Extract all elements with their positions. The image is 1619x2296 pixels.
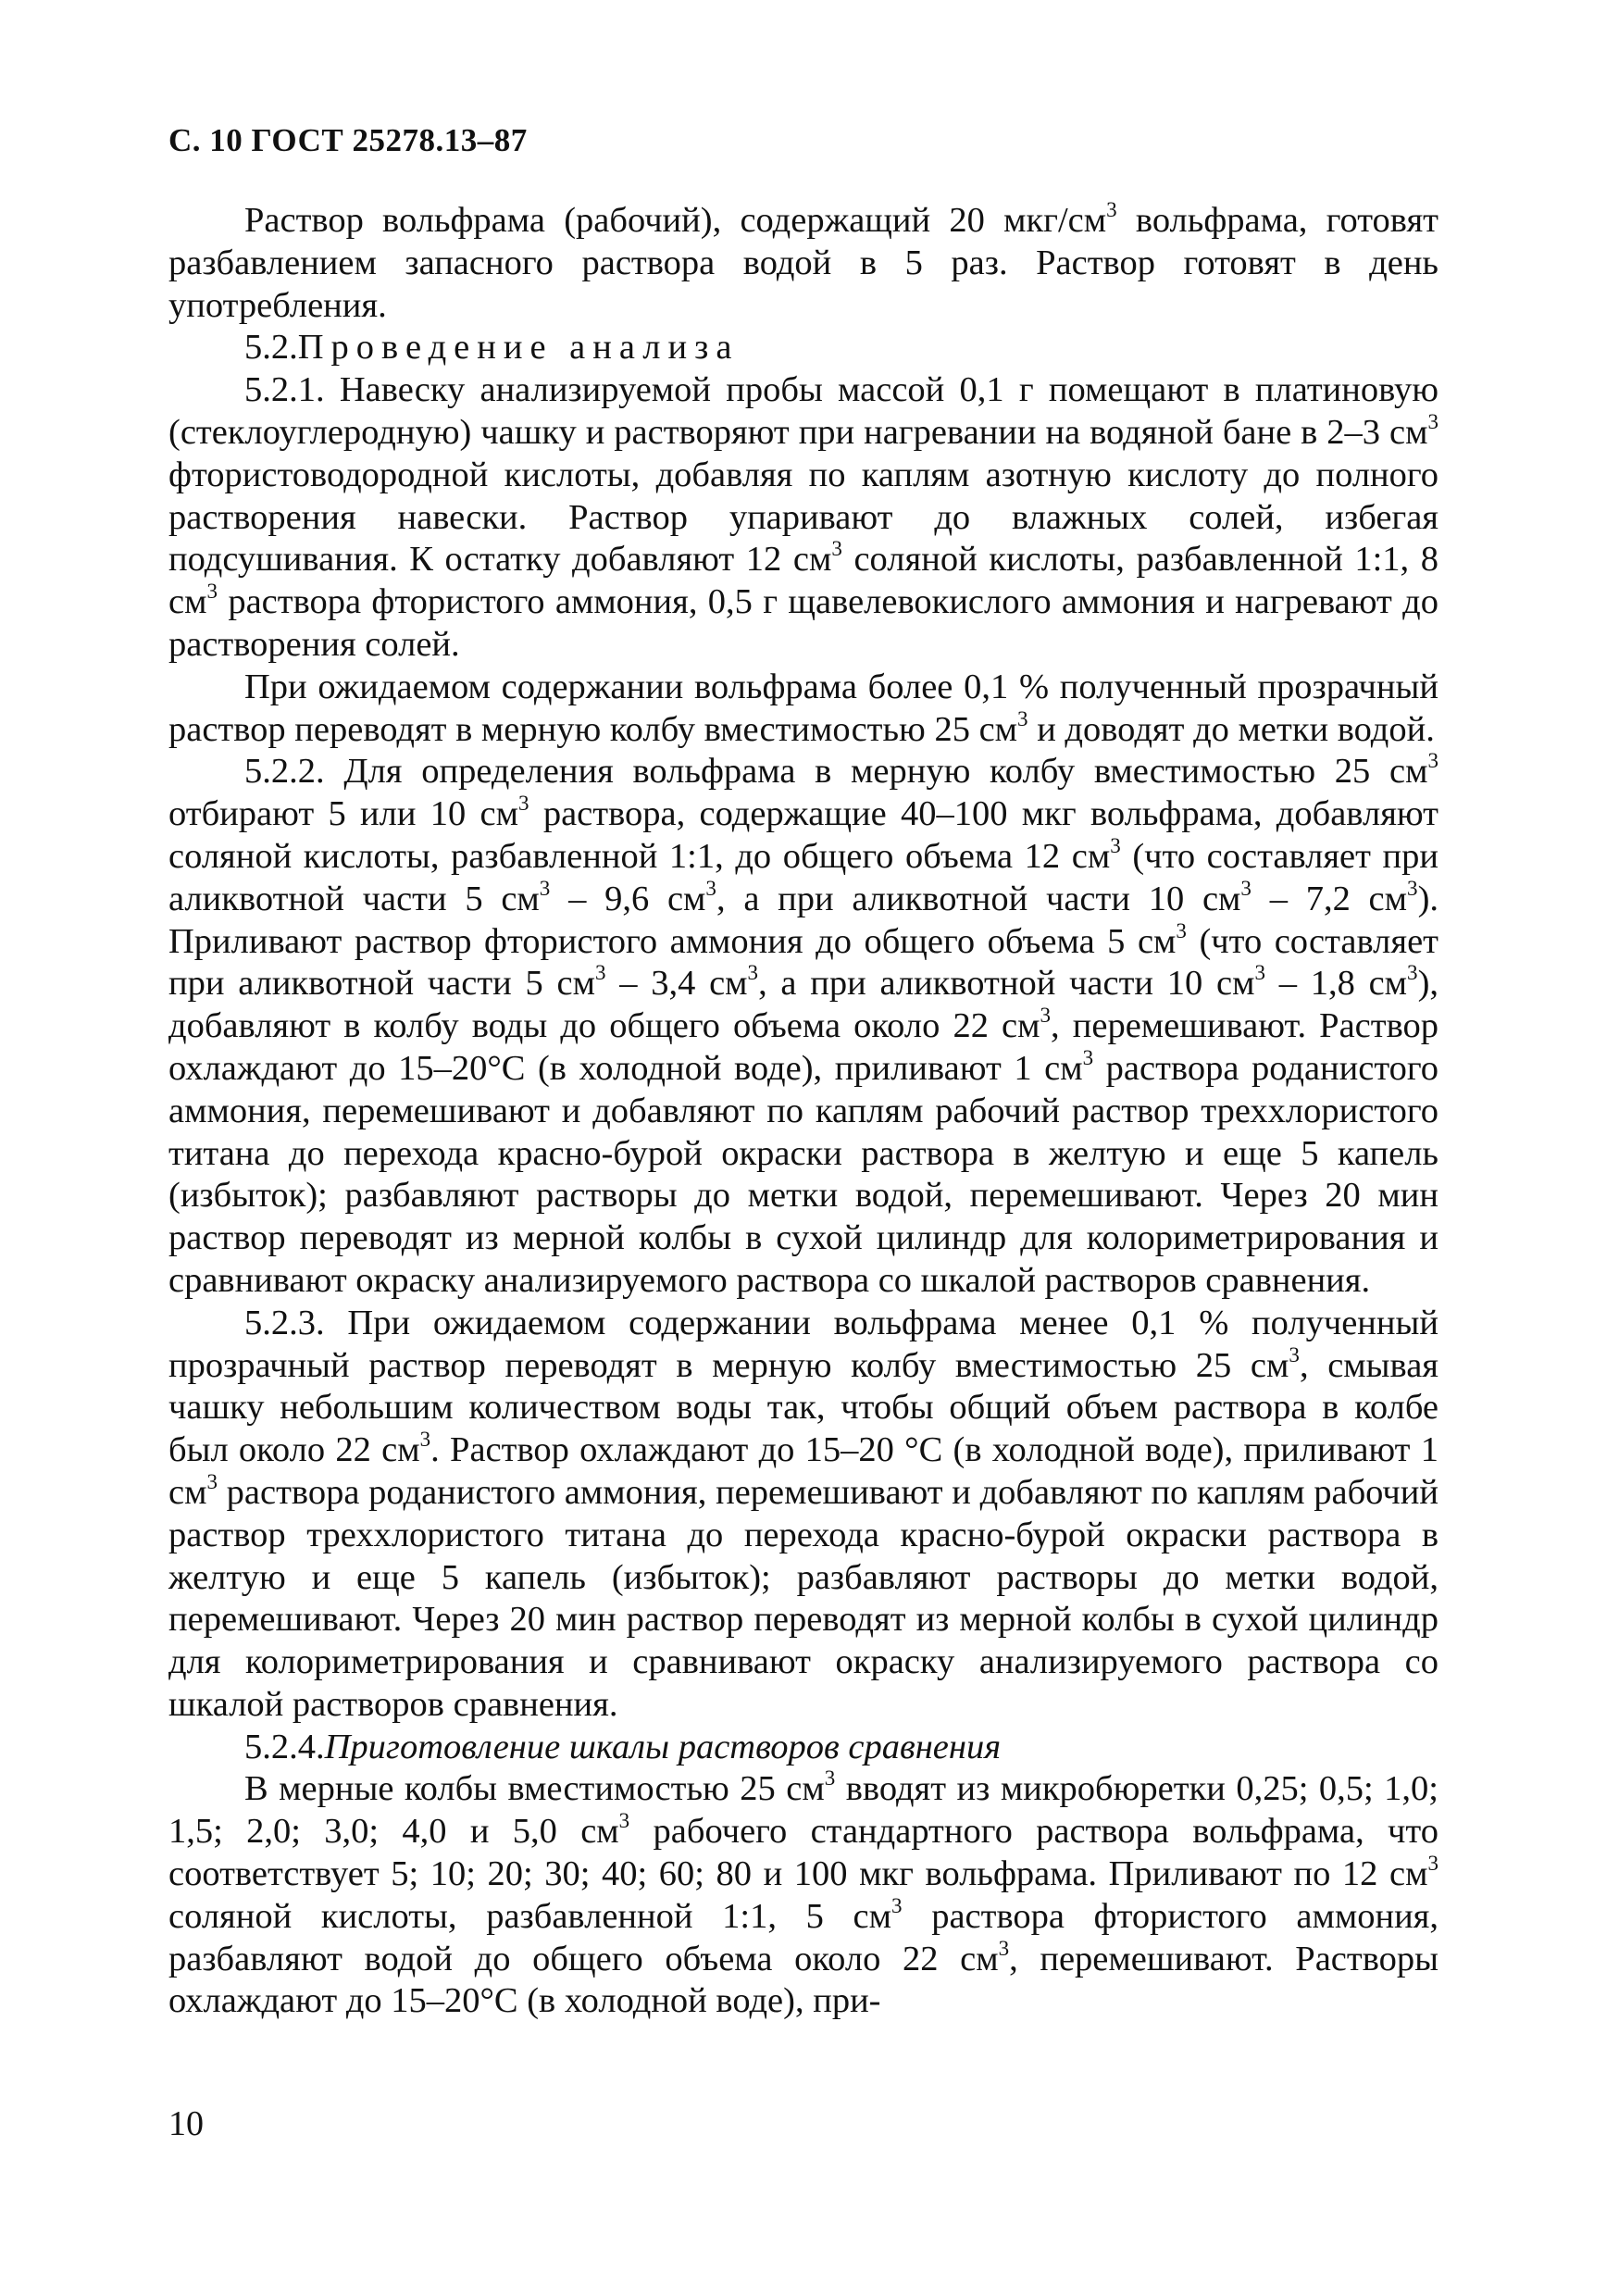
paragraph-above-0-1: При ожидаемом содержании вольфрама более 0,1 % полученный прозрачный раствор переводят в мерную колбу вместимостью 25 $см^3$ и доводят до метки водой. [168, 667, 1438, 749]
document-body [168, 196, 1439, 2023]
document-page [168, 122, 1438, 2023]
section-number: 5.2.4. [244, 1727, 325, 1766]
paragraph-scale-preparation: В мерные колбы вместимостью 25 $см^3$ вводят из микробюретки 0,25; 0,5; 1,0; 1,5; 2,0; 3,0; 4,0 и 5,0 $см^3$ рабочего стандартного раствора вольфрама, что соответствует 5; 10; 20; 30; 40; 60; 80 и 100 мкг вольфрама. Приливают по 12 $см^3$ соляной кислоты, разбавленной 1:1, 5 $см^3$ раствора фтористого аммония, разбавляют водой до общего объема около 22 $см^3$, перемешивают. Растворы охлаждают до 15–20°С (в холодной воде), при- [168, 1766, 1439, 2021]
section-title: Проведение анализа [297, 328, 740, 368]
paragraph-5-2-3: 5.2.3. При ожидаемом содержании вольфрама менее 0,1 % полученный прозрачный раствор переводят в мерную колбу вместимостью 25 $см^3$, смывая чашку небольшим количеством воды так, чтобы общий объем раствора в колбе был около 22 $см^3$. Раствор охлаждают до 15–20 °С (в холодной воде), приливают 1 $см^3$ раствора роданистого аммония, перемешивают и добавляют по каплям рабочий раствор треххлористого титана до перехода красно-бурой окраски раствора в желтую и еще 5 капель (избыток); разбавляют растворы до метки водой, перемешивают. Через 20 мин раствор переводят из мерной колбы в сухой цилиндр для колориметрирования и сравнивают окраску анализируемого раствора со шкалой растворов сравнения. [168, 1303, 1439, 1724]
section-title: Приготовление шкалы растворов сравнения [324, 1727, 1002, 1766]
paragraph-working-solution: Раствор вольфрама (рабочий), содержащий 20 мкг/$см^3$ вольфрама, готовят разбавлением запасного раствора водой в 5 раз. Раствор готовят в день употребления. [168, 196, 1439, 325]
paragraph-5-2-1: 5.2.1. Навеску анализируемой пробы массой 0,1 г помещают в платиновую (стеклоуглеродную) чашку и растворяют при нагревании на водяной бане в 2–3 $см^3$ фтористоводородной кислоты, добавляя по каплям азотную кислоту до полного растворения навески. Раствор упаривают до влажных солей, избегая подсушивания. К остатку добавляют 12 $см^3$ соляной кислоты, разбавленной 1:1, 8 $см^3$ раствора фтористого аммония, 0,5 г щавелевокислого аммония и нагревают до растворения солей. [168, 370, 1438, 664]
section-number: 5.2. [244, 328, 298, 368]
section-heading-5-2 [168, 327, 1438, 369]
page-number: 10 [168, 2104, 204, 2143]
section-heading-5-2-4 [168, 1727, 1438, 1769]
standard-designation: ГОСТ 25278.13–87 [251, 122, 528, 158]
page-prefix: С. 10 [168, 122, 243, 158]
running-header [168, 122, 1438, 159]
paragraph-5-2-2: 5.2.2. Для определения вольфрама в мерную колбу вместимостью 25 $см^3$ отбирают 5 или 10 $см^3$ раствора, содержащие 40–100 мкг вольфрама, добавляют соляной кислоты, разбавленной 1:1, до общего объема 12 $см^3$ (что составляет при аликвотной части 5 $см^3 - 9,6$ $см^3$, а при аликвотной части 10 $см^3 - 7,2$ $см^3$). Приливают раствор фтористого аммония до общего объема 5 $см^3$ (что составляет при аликвотной части 5 $см^3 - 3,4$ $см^3$, а при аликвотной части 10 $см^3 - 1,8$ $см^3$), добавляют в колбу воды до общего объема около 22 $см^3$, перемешивают. Раствор охлаждают до 15–20°С (в холодной воде), приливают 1 $см^3$ раствора роданистого аммония, перемешивают и добавляют по каплям рабочий раствор треххлористого титана до перехода красно-бурой окраски раствора в желтую и еще 5 капель (избыток); разбавляют растворы до метки водой, перемешивают. Через 20 мин раствор переводят из мерной колбы в сухой цилиндр для колориметрирования и сравнивают окраску анализируемого раствора со шкалой растворов сравнения. [168, 748, 1439, 1300]
